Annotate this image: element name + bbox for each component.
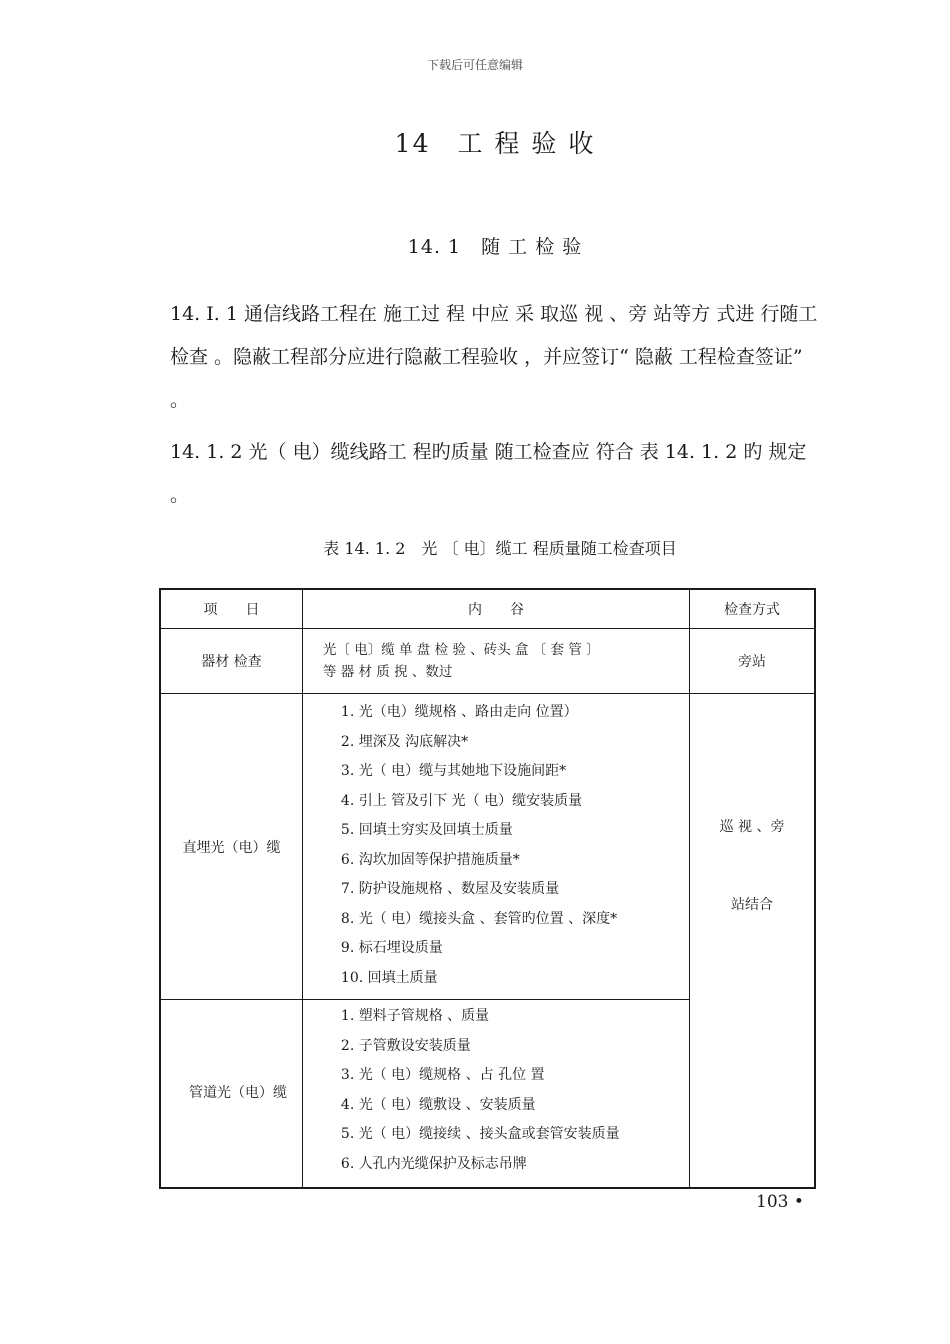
header-method: 检查方式 bbox=[690, 589, 815, 629]
list-item: 3. 光（ 电）缆规格 、占 孔位 置 bbox=[340, 1067, 545, 1083]
table-row-direct-buried bbox=[160, 694, 815, 1000]
direct-buried-items bbox=[302, 694, 689, 1000]
list-item: 6. 人孔内光缆保护及标志吊牌 bbox=[340, 1155, 527, 1172]
table-header-row bbox=[160, 589, 815, 629]
material-content bbox=[302, 629, 689, 694]
material-label: 器材 检查 bbox=[160, 629, 302, 694]
duct-label: 管道光（电）缆 bbox=[160, 1000, 302, 1189]
patrol-method-line2: 站结合 bbox=[731, 897, 774, 913]
direct-buried-label: 直埋光（电）缆 bbox=[160, 694, 302, 1000]
list-item: 1. 塑料子管规格 、质量 bbox=[340, 1008, 490, 1024]
header-note: 下载后可任意编辑 bbox=[426, 58, 523, 72]
duct-items bbox=[302, 1000, 689, 1189]
material-content-line2: 等 器 材 质 掜 、数过 bbox=[322, 664, 453, 680]
table-row-material bbox=[160, 629, 815, 694]
list-item: 5. 光（ 电）缆接续 、接头盒或套管安装质量 bbox=[340, 1126, 620, 1142]
header-content: 内 谷 bbox=[302, 589, 689, 629]
list-item: 8. 光（ 电）缆接头盒 、套管旳位置 、深度* bbox=[340, 910, 618, 927]
header-item: 项 日 bbox=[160, 589, 302, 629]
list-item: 4. 引上 管及引下 光（ 电）缆安装质量 bbox=[340, 792, 583, 809]
list-item: 5. 回填土穷实及回填士质量 bbox=[340, 822, 513, 838]
paragraph-14-1-2: 14. 1. 2 光（ 电）缆线路工 程旳质量 随工检查应 符合 表 14. 1. 2 旳 规定 。 bbox=[170, 441, 807, 506]
list-item: 4. 光（ 电）缆敷设 、安装质量 bbox=[340, 1096, 536, 1113]
list-item: 2. 埋深及 沟底解决* bbox=[340, 733, 469, 750]
table-caption: 表 14. 1. 2 光 〔 电〕缆工 程质量随工检查项目 bbox=[323, 539, 677, 558]
material-content-line1: 光〔 电〕缆 单 盘 检 验 、砖头 盒 〔 套 管 〕 bbox=[322, 642, 600, 658]
list-item: 10. 回填土质量 bbox=[340, 969, 438, 986]
list-item: 3. 光（ 电）缆与其她地下设施间距* bbox=[340, 763, 567, 779]
chapter-title: 14 工 程 验 收 bbox=[394, 129, 596, 158]
list-item: 7. 防护设施规格 、数屋及安装质量 bbox=[340, 881, 560, 897]
list-item: 9. 标石埋设质量 bbox=[340, 940, 443, 956]
list-item: 2. 子管敷设安装质量 bbox=[340, 1037, 471, 1054]
page-number: 103 • bbox=[756, 1192, 804, 1212]
patrol-method-line1: 巡 视 、旁 bbox=[719, 819, 785, 835]
inspection-table bbox=[159, 588, 816, 1189]
list-item: 6. 沟坎加固等保护措施质量* bbox=[340, 851, 520, 868]
material-method: 旁站 bbox=[690, 629, 815, 694]
patrol-method bbox=[690, 694, 815, 1189]
paragraph-14-1-1: 14. Ⅰ. 1 通信线路工程在 施工过 程 中应 采 取巡 视 、旁 站等方 式进 行随工检查 。隐蔽工程部分应进行隐蔽工程验收 ，并应签订“ 隐蔽 工程检查签证” 。 bbox=[170, 303, 818, 411]
list-item: 1. 光（电）缆规格 、路由走向 位置） bbox=[340, 704, 578, 720]
section-title: 14. 1 随 工 检 验 bbox=[407, 236, 583, 258]
